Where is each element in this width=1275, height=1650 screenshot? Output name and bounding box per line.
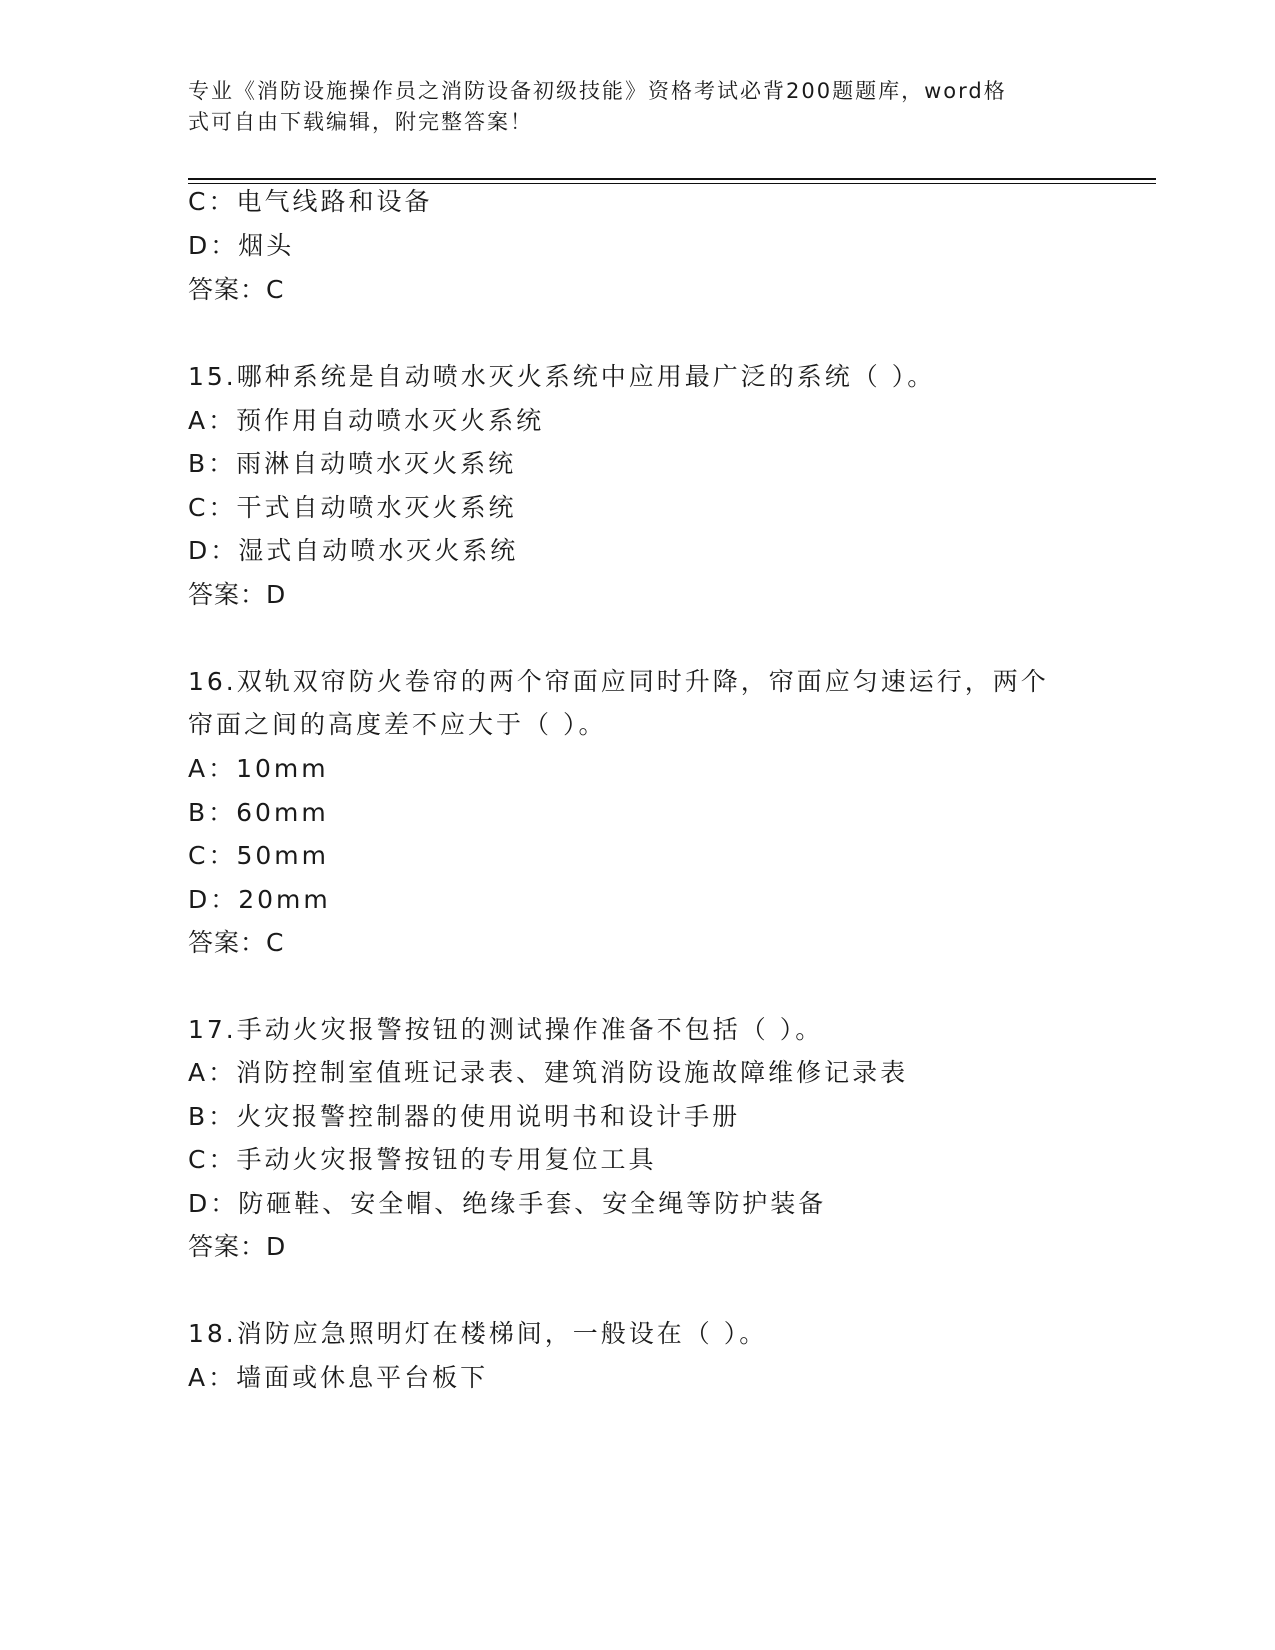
- q15-option-c: C：干式自动喷水灭火系统: [188, 493, 517, 522]
- q15-option-a: A：预作用自动喷水灭火系统: [188, 406, 545, 435]
- q15-option-b: B：雨淋自动喷水灭火系统: [188, 449, 517, 478]
- q16-stem-line-1: 16.双轨双帘防火卷帘的两个帘面应同时升降，帘面应匀速运行，两个: [188, 667, 1049, 696]
- header-divider-thin: [188, 183, 1156, 184]
- q16-option-b: B：60mm: [188, 798, 329, 827]
- q16-option-d: D：20mm: [188, 885, 331, 914]
- q17-answer: 答案：D: [188, 1232, 287, 1261]
- q16-option-a: A：10mm: [188, 754, 329, 783]
- header-divider-thick: [188, 178, 1156, 180]
- q14-option-c: C：电气线路和设备: [188, 187, 433, 216]
- q15-option-d: D：湿式自动喷水灭火系统: [188, 536, 519, 565]
- q16-answer: 答案：C: [188, 928, 285, 957]
- q16-stem-line-2: 帘面之间的高度差不应大于（ ）。: [188, 710, 607, 739]
- q17-stem: 17.手动火灾报警按钮的测试操作准备不包括（ ）。: [188, 1015, 824, 1044]
- q17-option-c: C：手动火灾报警按钮的专用复位工具: [188, 1145, 657, 1174]
- q14-option-d: D：烟头: [188, 231, 295, 260]
- q16-option-c: C：50mm: [188, 841, 329, 870]
- q17-option-d: D：防砸鞋、安全帽、绝缘手套、安全绳等防护装备: [188, 1189, 827, 1218]
- q15-stem: 15.哪种系统是自动喷水灭火系统中应用最广泛的系统（ ）。: [188, 362, 936, 391]
- q14-answer: 答案：C: [188, 275, 285, 304]
- q15-answer: 答案：D: [188, 580, 287, 609]
- q17-option-b: B：火灾报警控制器的使用说明书和设计手册: [188, 1102, 741, 1131]
- q18-stem: 18.消防应急照明灯在楼梯间，一般设在（ ）。: [188, 1319, 768, 1348]
- header-line-1: 专业《消防设施操作员之消防设备初级技能》资格考试必背200题题库，word格: [188, 79, 1007, 103]
- document-header: [188, 76, 1068, 138]
- header-line-2: 式可自由下载编辑，附完整答案！: [188, 110, 533, 134]
- q18-option-a: A：墙面或休息平台板下: [188, 1363, 489, 1392]
- q17-option-a: A：消防控制室值班记录表、建筑消防设施故障维修记录表: [188, 1058, 909, 1087]
